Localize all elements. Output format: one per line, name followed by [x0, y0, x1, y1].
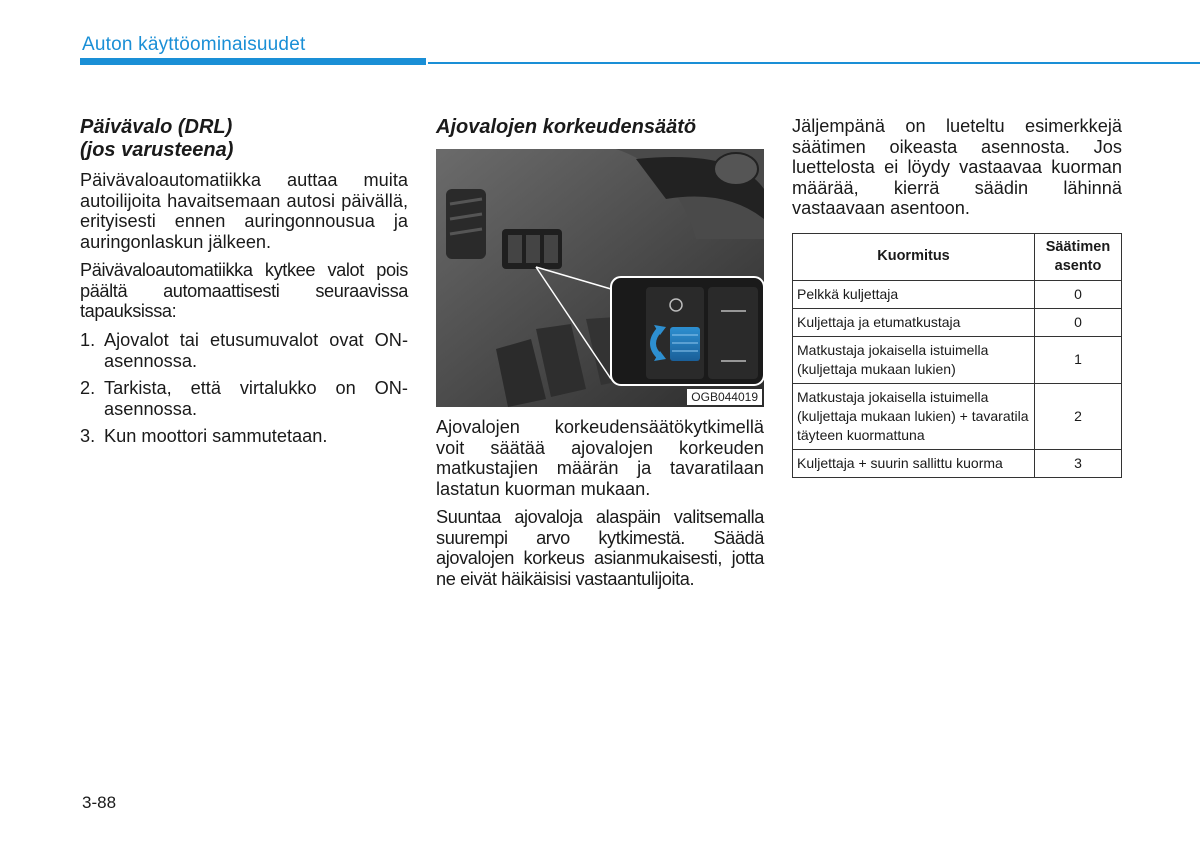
drl-heading — [80, 116, 408, 162]
list-item — [80, 330, 408, 372]
load-cell: Matkustaja jokaisella istuimella (kuljettaja mukaan lukien) + tavaratila täyteen kuormattuna — [793, 383, 1035, 449]
drl-paragraph-2: Päivävaloautomatiikka kytkee valot pois päältä automaattisesti seuraavissa tapauksissa: — [80, 260, 408, 321]
leveling-heading: Ajovalojen korkeudensäätö — [436, 116, 697, 138]
column-headlight-leveling — [436, 116, 764, 597]
header-rule-thick — [80, 58, 426, 65]
dashboard-switch-photo — [436, 149, 764, 407]
dashboard-illustration — [436, 149, 764, 407]
leveling-paragraph-1: Ajovalojen korkeudensäätökytkimellä voit säätää ajovalojen korkeuden matkustajien määrän ja tavaratilaan lastatun kuorman mukaan. — [436, 417, 764, 499]
page-number: 3-88 — [82, 793, 117, 812]
table-row — [793, 308, 1122, 336]
table-header-row — [793, 233, 1122, 280]
list-number: 2. — [80, 377, 96, 398]
header-position: Säätimen asento — [1035, 233, 1122, 280]
list-text: Ajovalot tai etusumuvalot ovat ON-asennossa. — [104, 329, 408, 371]
load-cell: Kuljettaja ja etumatkustaja — [793, 308, 1035, 336]
section-title: Auton käyttöominaisuudet — [82, 34, 306, 55]
leveling-paragraph-2: Suuntaa ajovaloja alaspäin valitsemalla suurempi arvo kytkimestä. Säädä ajovalojen korkeus asianmukaisesti, jotta ne eivät häikäisisi vastaantulijoita. — [436, 507, 764, 589]
load-cell: Kuljettaja + suurin sallittu kuorma — [793, 449, 1035, 477]
header-load: Kuormitus — [793, 233, 1035, 280]
list-number: 1. — [80, 329, 96, 350]
header-rule-thin — [428, 62, 1200, 64]
list-number: 3. — [80, 425, 96, 446]
table-row — [793, 449, 1122, 477]
position-cell: 0 — [1035, 280, 1122, 308]
table-row — [793, 336, 1122, 383]
load-cell: Matkustaja jokaisella istuimella (kuljettaja mukaan lukien) — [793, 336, 1035, 383]
drl-heading-line1: Päivävalo (DRL) — [80, 116, 233, 138]
load-cell: Pelkkä kuljettaja — [793, 280, 1035, 308]
drl-paragraph-1: Päivävaloautomatiikka auttaa muita autoilijoita havaitsemaan autosi päivällä, erityisesti ennen auringonnousua ja auringonlaskun jälkeen. — [80, 170, 408, 252]
drl-heading-line2: (jos varusteena) — [80, 139, 234, 161]
list-text: Tarkista, että virtalukko on ON-asennossa. — [104, 377, 408, 419]
table-row — [793, 383, 1122, 449]
position-cell: 1 — [1035, 336, 1122, 383]
position-cell: 3 — [1035, 449, 1122, 477]
column-examples — [792, 116, 1122, 478]
column-drl — [80, 116, 408, 453]
list-text: Kun moottori sammutetaan. — [104, 425, 328, 446]
table-row — [793, 280, 1122, 308]
examples-intro: Jäljempänä on lueteltu esimerkkejä säätimen oikeasta asennosta. Jos luettelosta ei löydy vastaavaa kuorman määrää, kierrä säädin lähinnä vastaavaan asentoon. — [792, 116, 1122, 218]
list-item — [80, 426, 408, 447]
position-cell: 0 — [1035, 308, 1122, 336]
drl-list — [80, 330, 408, 447]
list-item — [80, 378, 408, 420]
image-code-label: OGB044019 — [687, 389, 762, 405]
position-cell: 2 — [1035, 383, 1122, 449]
load-position-table — [792, 233, 1122, 478]
